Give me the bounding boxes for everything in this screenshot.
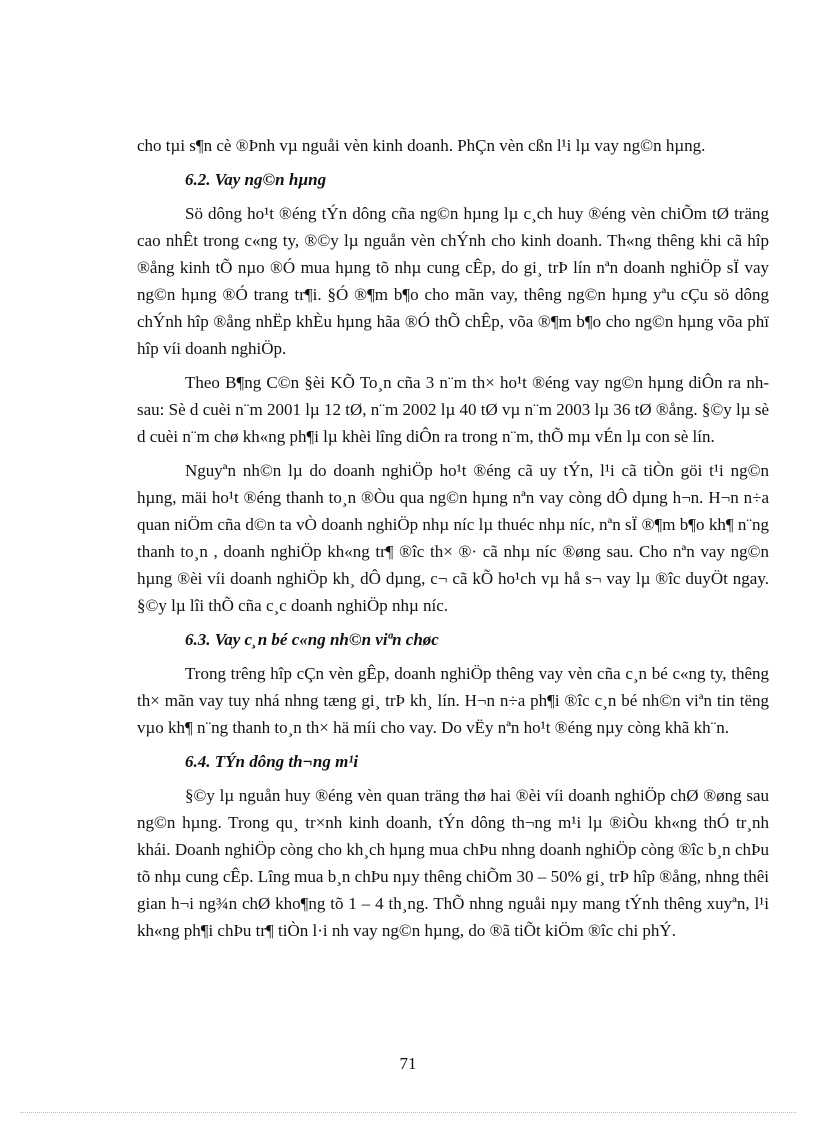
paragraph-bank-loans: Sö dông ho¹t ®éng tÝn dông cña ng©n hµng lµ c¸ch huy ®éng vèn chiÕm tØ träng cao nhÊt trong c«ng ty, ®©y lµ nguån vèn chÝnh cho kinh doanh. Th«ng thêng khi cã hîp ®ång kinh tÕ nµo ®Ó mua hµng tõ nhµ cung cÊp, do gi¸ trÞ lín nªn doanh nghiÖp sÏ vay ng©n hµng ®Ó trang tr¶i. §Ó ®¶m b¶o cho mãn vay, thêng ng©n hµng yªu cÇu sö dông chÝnh hîp ®ång nhËp khÈu hµng hãa ®Ó thÕ chÊp, võa ®¶m b¶o cho ng©n hµng võa phï hîp víi doanh nghiÖp. (137, 204, 769, 358)
page-bottom-divider (20, 1112, 796, 1113)
section-heading-6-2: 6.2. Vay ng©n hµng (185, 170, 327, 189)
page-number: 71 (399, 1054, 417, 1073)
paragraph-staff-loans: Trong trêng hîp cÇn vèn gÊp, doanh nghiÖp thêng vay vèn cña c¸n bé c«ng ty, thêng th× mãn vay tuy nhá nhng tæng gi¸ trÞ kh¸ lín. H¬n n÷a ph¶i ®îc c¸n bé nh©n viªn tin tëng vµo kh¶ n¨ng thanh to¸n th× hä míi cho vay. Do vËy nªn ho¹t ®éng nµy còng khã kh¨n. (137, 664, 769, 737)
paragraph-trade-credit: §©y lµ nguån huy ®éng vèn quan träng thø hai ®èi víi doanh nghiÖp chØ ®øng sau ng©n hµng. Trong qu¸ tr×nh kinh doanh, tÝn dông th¬ng m¹i lµ ®iÒu kh«ng thÓ tr¸nh khái. Doanh nghiÖp còng cho kh¸ch hµng mua chÞu nhng doanh nghiÖp còng ®îc b¸n chÞu tõ nhµ cung cÊp. Lîng mua b¸n chÞu nµy thêng chiÕm 30 – 50% gi¸ trÞ hîp ®ång, nhng thêi gian h¬i ng¾n chØ kho¶ng tõ 1 – 4 th¸ng. ThÕ nhng nguåi nµy mang tÝnh thêng xuyªn, l¹i kh«ng ph¶i chÞu tr¶ tiÒn l·i nh vay ng©n hµng, do ®ã tiÕt kiÖm ®îc chi phÝ. (137, 786, 769, 940)
paragraph-intro: cho tµi s¶n cè ®Þnh vµ nguåi vèn kinh doanh. PhÇn vèn cßn l¹i lµ vay ng©n hµng. (137, 136, 706, 155)
paragraph-balance-sheet: Theo B¶ng C©n §èi KÕ To¸n cña 3 n¨m th× ho¹t ®éng vay ng©n hµng diÔn ra nh sau: Sè d cuèi n¨m 2001 lµ 12 tØ, n¨m 2002 lµ 40 tØ vµ n¨m 2003 lµ 36 tØ ®ång. §©y lµ sè d cuèi n¨m chø kh«ng ph¶i lµ khèi lîng diÔn ra trong n¨m, thÕ mµ vÉn lµ con sè lín. (137, 373, 769, 446)
section-heading-6-3: 6.3. Vay c¸n bé c«ng nh©n viªn chøc (185, 630, 439, 649)
section-heading-6-4: 6.4. TÝn dông th¬ng m¹i (185, 752, 359, 771)
page-body (137, 132, 769, 951)
paragraph-reason: Nguyªn nh©n lµ do doanh nghiÖp ho¹t ®éng cã uy tÝn, l¹i cã tiÒn göi t¹i ng©n hµng, mäi ho¹t ®éng thanh to¸n ®Òu qua ng©n hµng nªn vay còng dÔ dµng h¬n. H¬n n÷a quan niÖm cña d©n ta vÒ doanh nghiÖp nhµ níc lµ thuéc nhµ níc, nªn sÏ ®¶m b¶o kh¶ n¨ng thanh to¸n , doanh nghiÖp kh«ng tr¶ ®îc th× ®· cã nhµ níc ®øng sau. Cho nªn vay ng©n hµng ®èi víi doanh nghiÖp kh¸ dÔ dµng, c¬ cã kÕ ho¹ch vµ hå s¬ vay lµ ®îc duyÖt ngay. §©y lµ lîi thÕ cña c¸c doanh nghiÖp nhµ níc. (137, 461, 769, 615)
